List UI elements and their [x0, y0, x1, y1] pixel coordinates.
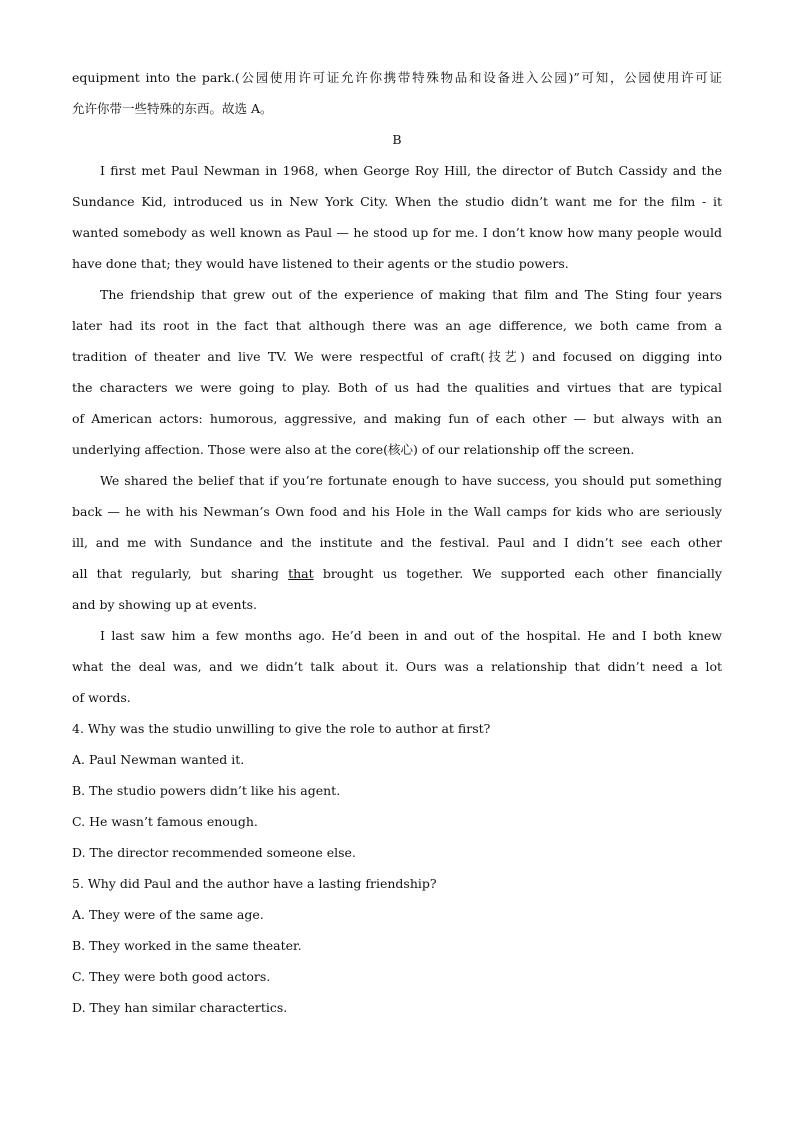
passage-text: brought us together. We supported each other financially: [313, 566, 722, 581]
passage-line-with-underline: [72, 558, 722, 589]
question-5: [72, 868, 722, 1023]
option-b: B. The studio powers didn’t like his agent.: [72, 783, 341, 798]
option-b: B. They worked in the same theater.: [72, 938, 302, 953]
passage-line: underlying affection. Those were also at the core(核心) of our relationship off the screen.: [72, 442, 635, 457]
underlined-word: that: [288, 566, 314, 581]
option-c: C. They were both good actors.: [72, 969, 271, 984]
passage-line: of words.: [72, 690, 131, 705]
option-d: D. The director recommended someone else.: [72, 845, 356, 860]
passage-paragraph-2: [72, 279, 722, 465]
question-stem: 4. Why was the studio unwilling to give the role to author at first?: [72, 721, 491, 736]
passage-line: ill, and me with Sundance and the institute and the festival. Paul and I didn’t see each other: [72, 535, 722, 550]
passage-paragraph-1: [72, 155, 722, 279]
passage-line: back — he with his Newman’s Own food and his Hole in the Wall camps for kids who are seriously: [72, 504, 722, 519]
passage-line: wanted somebody as well known as Paul — he stood up for me. I don’t know how many people would: [72, 225, 722, 240]
question-stem: 5. Why did Paul and the author have a lasting friendship?: [72, 876, 437, 891]
document-page: [72, 62, 722, 1023]
intro-line-1: equipment into the park.(公园使用许可证允许你携带特殊物品和设备进入公园)”可知，公园使用许可证: [72, 70, 722, 85]
option-c: C. He wasn’t famous enough.: [72, 814, 258, 829]
passage-line: The friendship that grew out of the experience of making that film and The Sting four years: [100, 287, 722, 302]
option-a: A. They were of the same age.: [72, 907, 264, 922]
passage-line: I first met Paul Newman in 1968, when George Roy Hill, the director of Butch Cassidy and the: [100, 163, 722, 178]
passage-line: of American actors: humorous, aggressive, and making fun of each other — but always with an: [72, 411, 722, 426]
option-d: D. They han similar charactertics.: [72, 1000, 288, 1015]
passage-line: what the deal was, and we didn’t talk about it. Ours was a relationship that didn’t need a lot: [72, 659, 722, 674]
passage-line: tradition of theater and live TV. We were respectful of craft(技艺) and focused on digging into: [72, 349, 722, 364]
passage-line: We shared the belief that if you’re fortunate enough to have success, you should put something: [100, 473, 722, 488]
passage-text: all that regularly, but sharing: [72, 566, 289, 581]
passage-line: later had its root in the fact that although there was an age difference, we both came from a: [72, 318, 722, 333]
passage-paragraph-3: [72, 465, 722, 620]
passage-line: Sundance Kid, introduced us in New York City. When the studio didn’t want me for the film - it: [72, 194, 722, 209]
passage-line: and by showing up at events.: [72, 597, 258, 612]
option-a: A. Paul Newman wanted it.: [72, 752, 245, 767]
passage-line: the characters we were going to play. Both of us had the qualities and virtues that are typical: [72, 380, 722, 395]
question-4: [72, 713, 722, 868]
intro-line-2: 允许你带一些特殊的东西。故选 A。: [72, 101, 273, 116]
section-label: B: [392, 132, 402, 147]
passage-line: have done that; they would have listened to their agents or the studio powers.: [72, 256, 569, 271]
passage-paragraph-4: [72, 620, 722, 713]
passage-line: I last saw him a few months ago. He’d been in and out of the hospital. He and I both knew: [100, 628, 722, 643]
